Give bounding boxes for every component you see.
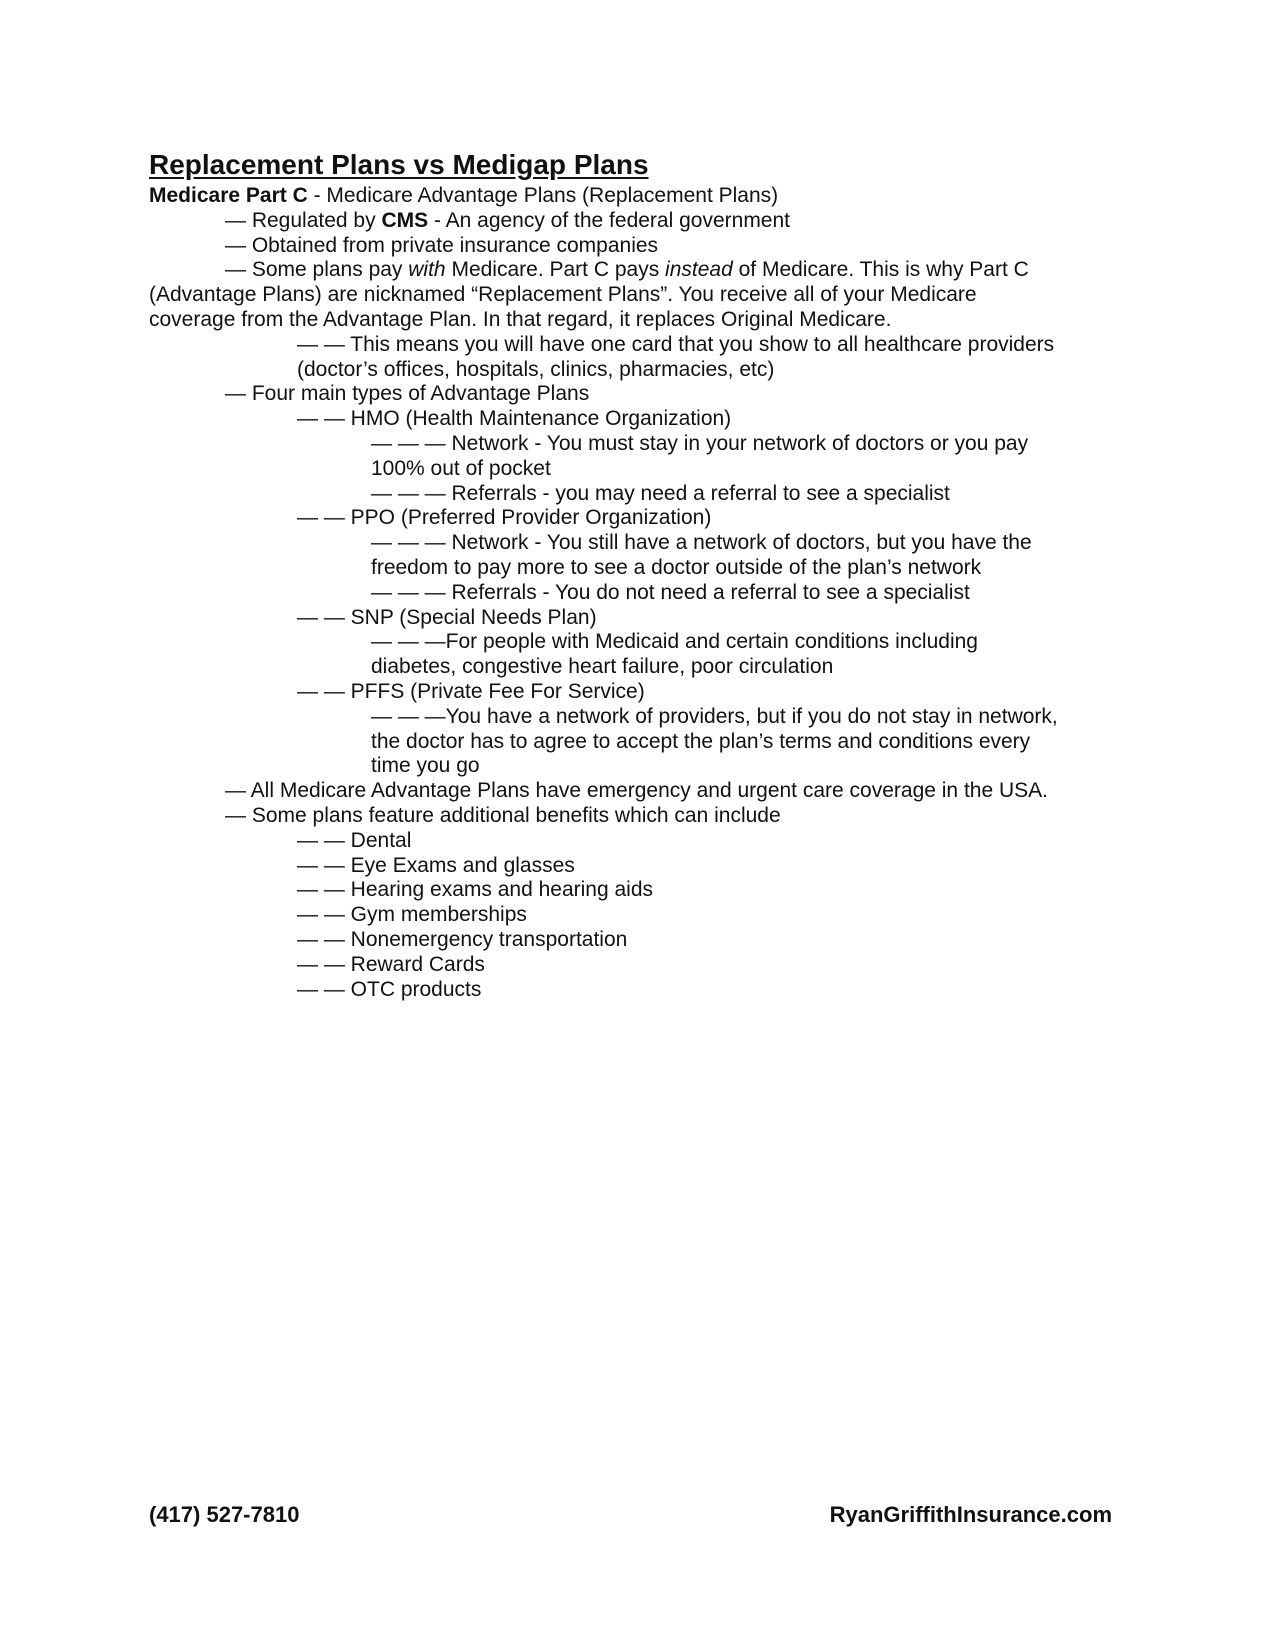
regulated-post: - An agency of the federal government [428,208,791,232]
pay-c: of Medicare. This is why Part C [732,258,1029,282]
footer-phone: (417) 527-7810 [149,1502,300,1527]
list-item: — — Eye Exams and glasses [297,853,575,877]
regulated-cms: CMS [381,208,429,232]
ppo-network-1: — — — Network - You still have a network of doctors, but you have the [371,531,1032,555]
intro-label: Medicare Part C [149,184,308,207]
list-item: — — Reward Cards [297,952,485,976]
benefits-list [149,829,1139,1003]
card-line-2: (doctor’s offices, hospitals, clinics, pharmacies, etc) [297,357,775,381]
intro-text: - Medicare Advantage Plans (Replacement Plans) [307,184,779,207]
list-item: — — Dental [297,828,412,852]
regulated-pre: — Regulated by [225,208,382,232]
list-item: — — OTC products [297,977,482,1001]
pffs-title: — — PFFS (Private Fee For Service) [297,679,645,703]
snp-title: — — SNP (Special Needs Plan) [297,605,597,629]
regulated-line [149,209,1139,234]
pay-a: — Some plans pay [225,258,409,282]
obtained-line: — Obtained from private insurance companies [225,233,659,257]
ppo-title: — — PPO (Preferred Provider Organization) [297,506,712,530]
pay-with: with [408,258,446,282]
snp-line-1: — — —For people with Medicaid and certain conditions including [371,630,978,654]
pay-b: Medicare. Part C pays [445,258,666,282]
emergency-line: — All Medicare Advantage Plans have emergency and urgent care coverage in the USA. [225,779,1048,803]
ppo-referrals: — — — Referrals - You do not need a referral to see a specialist [371,580,970,604]
page-title: Replacement Plans vs Medigap Plans [149,149,649,180]
list-item: — — Gym memberships [297,903,527,927]
card-line-1: — — This means you will have one card that you show to all healthcare providers [297,332,1055,356]
hmo-title: — — HMO (Health Maintenance Organization) [297,407,732,431]
pay-line-3: coverage from the Advantage Plan. In that regard, it replaces Original Medicare. [149,307,892,331]
intro-line [149,184,1139,209]
pffs-line-1: — — —You have a network of providers, but if you do not stay in network, [371,704,1058,728]
footer-website: RyanGriffithInsurance.com [829,1502,1112,1527]
ppo-network-2: freedom to pay more to see a doctor outside of the plan’s network [371,555,982,579]
document-body [149,184,1139,1002]
pffs-line-2: the doctor has to agree to accept the plan’s terms and conditions every [371,729,1031,753]
pffs-line-3: time you go [371,754,480,778]
pay-line-1 [149,258,1139,283]
list-item: — — Nonemergency transportation [297,927,628,951]
hmo-network-2: 100% out of pocket [371,456,551,480]
list-item: — — Hearing exams and hearing aids [297,878,654,902]
snp-line-2: diabetes, congestive heart failure, poor circulation [371,655,834,679]
hmo-network-1: — — — Network - You must stay in your network of doctors or you pay [371,431,1029,455]
types-header: — Four main types of Advantage Plans [225,382,590,406]
pay-instead: instead [665,258,733,282]
pay-line-2: (Advantage Plans) are nicknamed “Replacement Plans”. You receive all of your Medicare [149,283,977,307]
hmo-referrals: — — — Referrals - you may need a referral to see a specialist [371,481,950,505]
benefits-header: — Some plans feature additional benefits which can include [225,803,781,827]
